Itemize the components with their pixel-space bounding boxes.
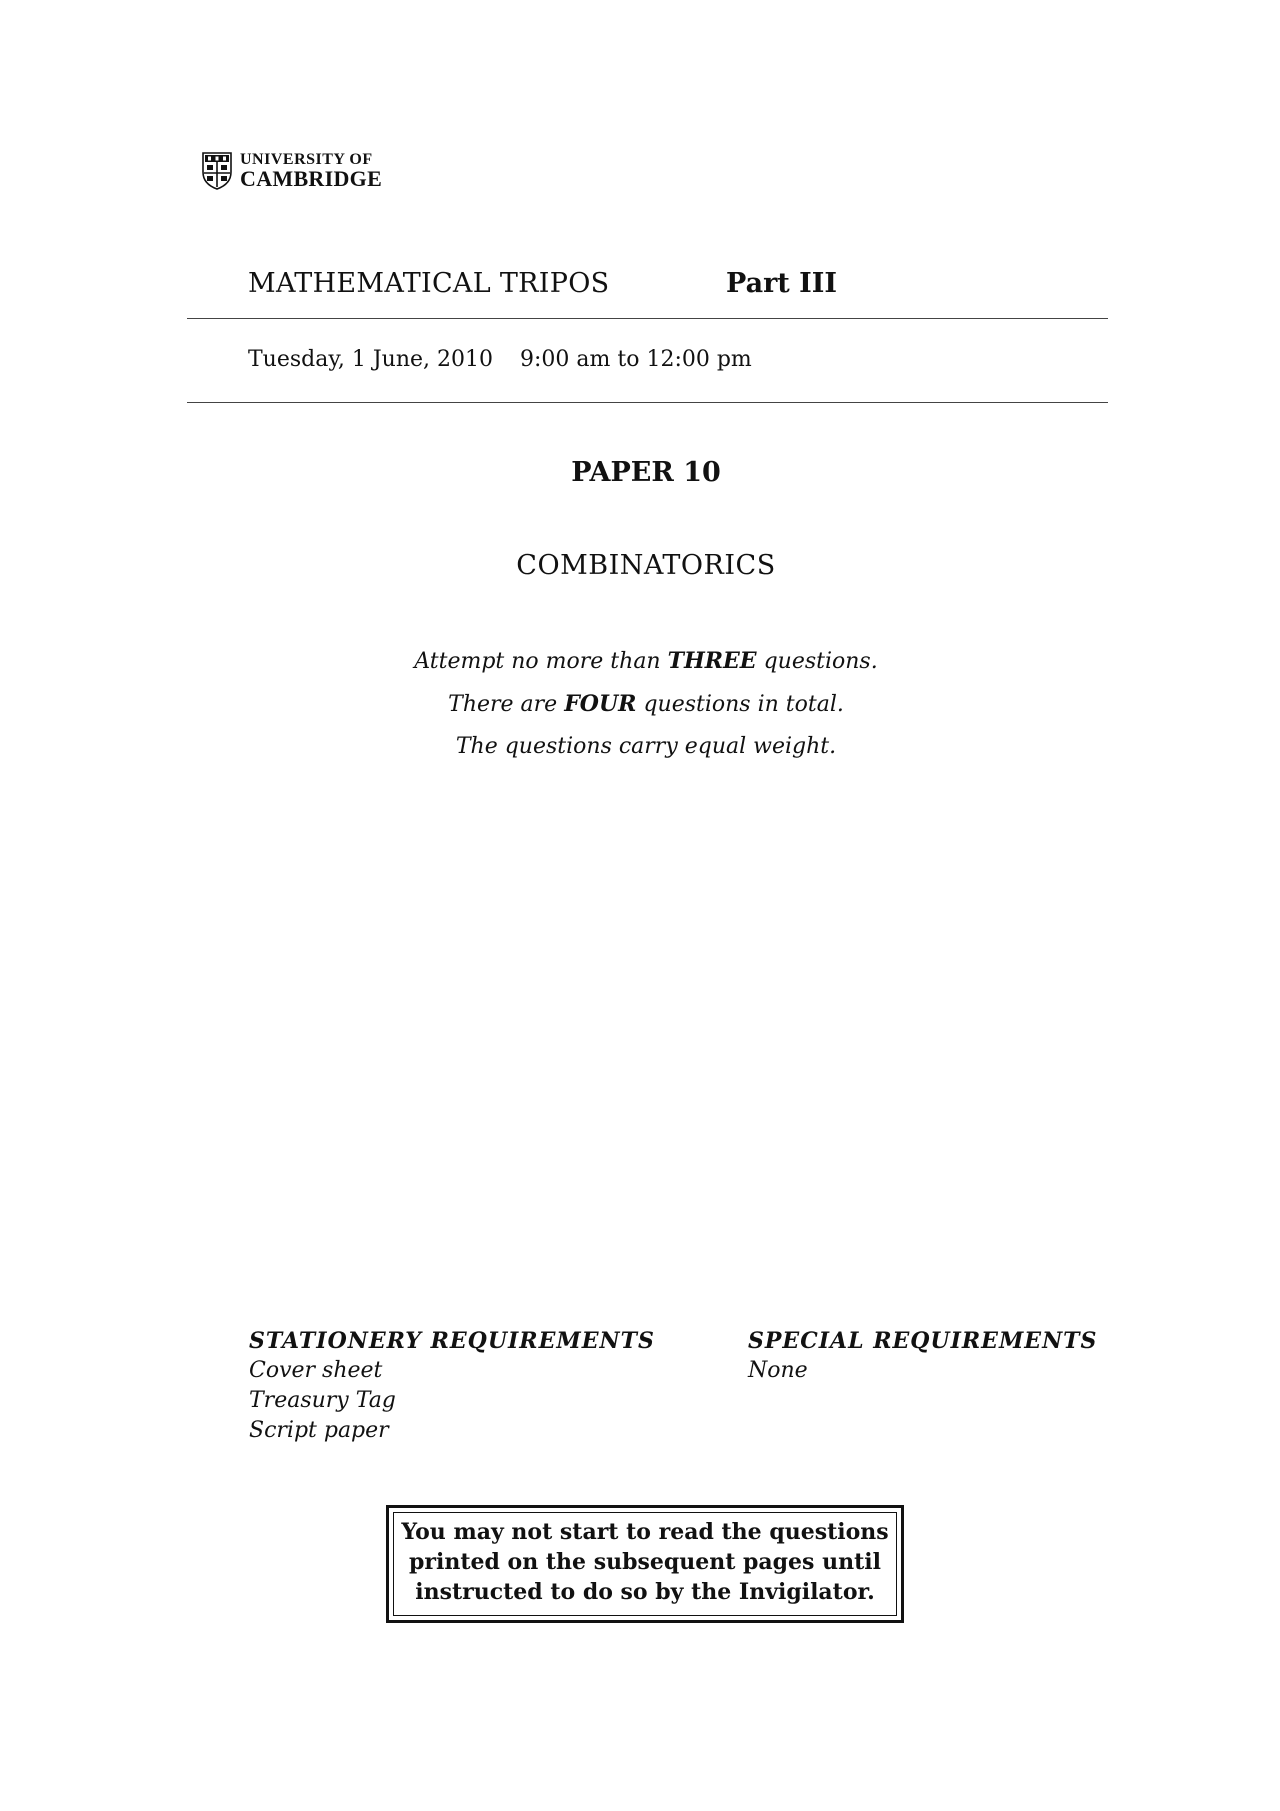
cambridge-crest-icon bbox=[202, 152, 232, 190]
exam-title-row bbox=[248, 268, 838, 299]
instruction-2-bold: FOUR bbox=[564, 691, 637, 717]
stationery-item: Treasury Tag bbox=[249, 1388, 396, 1413]
stationery-heading: STATIONERY REQUIREMENTS bbox=[249, 1328, 655, 1354]
university-logo bbox=[202, 150, 382, 192]
special-requirements bbox=[748, 1326, 1097, 1386]
tripos-part: Part III bbox=[726, 268, 838, 299]
notice-line-2: printed on the subsequent pages until bbox=[409, 1549, 881, 1575]
instruction-1-bold: THREE bbox=[667, 648, 757, 674]
exam-time: 9:00 am to 12:00 pm bbox=[520, 347, 752, 372]
logo-line-2: CAMBRIDGE bbox=[240, 166, 383, 191]
top-divider bbox=[187, 318, 1108, 319]
bottom-divider bbox=[187, 402, 1108, 403]
instruction-2-pre: There are bbox=[448, 692, 565, 717]
logo-line-1: UNIVERSITY OF bbox=[240, 151, 373, 168]
exam-date-row bbox=[248, 347, 752, 372]
instruction-line-3: The questions carry equal weight. bbox=[455, 734, 837, 759]
instruction-line-1 bbox=[0, 648, 1280, 674]
stationery-item: Script paper bbox=[249, 1418, 389, 1443]
notice-line-1: You may not start to read the questions bbox=[401, 1519, 889, 1545]
paper-subject: COMBINATORICS bbox=[516, 550, 776, 581]
instruction-1-post: questions. bbox=[756, 649, 878, 674]
tripos-title: MATHEMATICAL TRIPOS bbox=[248, 268, 610, 299]
stationery-requirements bbox=[249, 1326, 655, 1446]
exam-date: Tuesday, 1 June, 2010 bbox=[248, 347, 493, 372]
stationery-item: Cover sheet bbox=[249, 1358, 383, 1383]
instruction-1-pre: Attempt no more than bbox=[414, 649, 668, 674]
invigilator-notice bbox=[393, 1512, 897, 1616]
special-heading: SPECIAL REQUIREMENTS bbox=[748, 1328, 1098, 1354]
university-wordmark bbox=[240, 152, 382, 190]
notice-line-3: instructed to do so by the Invigilator. bbox=[415, 1579, 875, 1605]
invigilator-notice-box bbox=[386, 1505, 904, 1623]
instruction-2-post: questions in total. bbox=[636, 692, 844, 717]
paper-number: PAPER 10 bbox=[571, 457, 721, 488]
instruction-line-2 bbox=[0, 691, 1280, 717]
special-item: None bbox=[748, 1358, 808, 1383]
